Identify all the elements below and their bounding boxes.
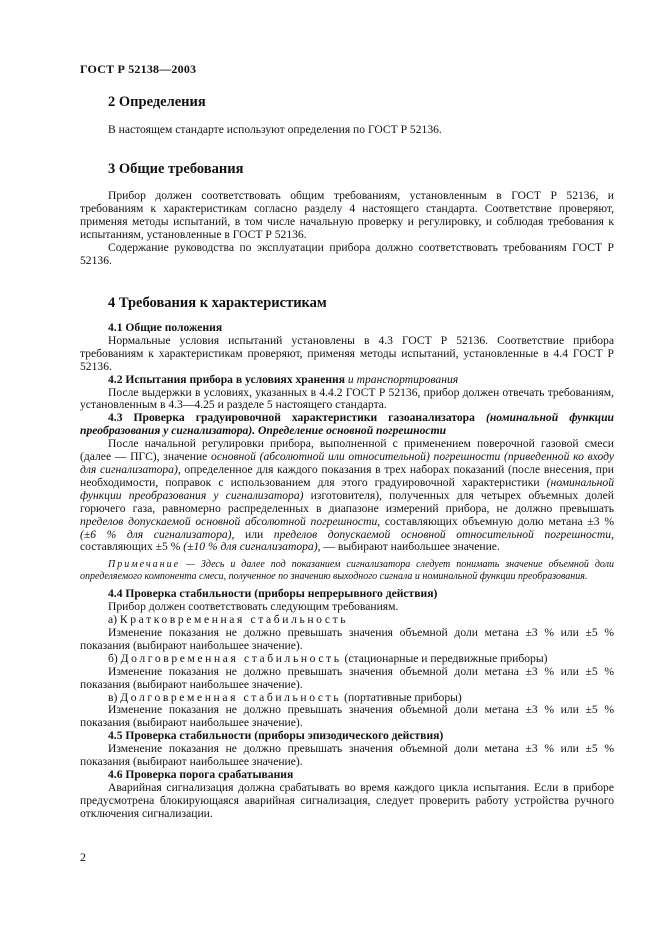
paragraph: Изменение показания не должно превышать значения объемной доли метана ±3 % или ±5 % показания (выбирают наибольшее значение). <box>80 664 614 691</box>
subsection-4-5-title: 4.5 Проверка стабильности (приборы эпизодического действия) <box>108 729 444 743</box>
paragraph: Содержание руководства по эксплуатации прибора должно соответствовать требованиям ГОСТ Р 52136. <box>80 240 614 267</box>
paragraph: Изменение показания не должно превышать значения объемной доли метана ±3 % или ±5 % показания (выбирают наибольшее значение). <box>80 703 614 730</box>
page-number: 2 <box>80 850 86 864</box>
section-4-title: 4 Требования к характеристикам <box>108 295 327 311</box>
paragraph: Изменение показания не должно превышать значения объемной доли метана ±3 % или ±5 % показания (выбирают наибольшее значение). <box>80 626 614 652</box>
section-2-title: 2 Определения <box>108 94 206 110</box>
paragraph: Прибор должен соответствовать общим требованиям, установленным в ГОСТ Р 52136, и требованиям к характеристикам согласно разделу 4 настоящего стандарта. Соответствие проверяют, применяя методы испытаний, в том числе начальную проверку и регулировку, и соблюдая требования к испытаниям, установленные в ГОСТ Р 52136. <box>80 189 614 241</box>
subsection-4-1-title: 4.1 Общие положения <box>108 321 223 334</box>
document-header: ГОСТ Р 52138—2003 <box>80 62 197 76</box>
paragraph: После выдержки в условиях, указанных в 4.4.2 ГОСТ Р 52136, прибор должен отвечать требованиям, установленным в 4.3—4.25 и разделе 5 настоящего стандарта. <box>80 385 614 412</box>
section-4-body <box>80 322 614 821</box>
paragraph: Нормальные условия испытаний установлены в 4.3 ГОСТ Р 52136. Соответствие прибора требованиям к характеристикам проверяют, применяя методы испытаний, установленные в 4.4 ГОСТ Р 52136. <box>80 333 614 373</box>
section-2-body <box>80 124 614 137</box>
paragraph: Прибор должен соответствовать следующим требованиям. <box>108 600 399 614</box>
subsection-4-6-title: 4.6 Проверка порога срабатывания <box>108 768 294 781</box>
subsection-4-4-title: 4.4 Проверка стабильности (приборы непрерывного действия) <box>108 587 438 601</box>
list-item-a: а) Кратковременная стабильность <box>108 613 349 627</box>
note: Примечание — Здесь и далее под показанием сигнализатора следует понимать значение объемной доли определяемого компонента смеси, полученное по значению выходного сигнала и номинальной функции преобразования. <box>80 559 614 583</box>
subsection-4-2-title: 4.2 Испытания прибора в условиях хранения и транспортирования <box>108 372 459 386</box>
paragraph: После начальной регулировки прибора, выполненной с применением поверочной газовой смеси (далее — ПГС), значение основной (абсолютной или относительной) погрешности (приведенной ко входу для сигнализатора), определенное для каждого показания в трех наборах показаний (после внесения, при необходимости, поправок с использованием для этого градуировочной характеристики (номинальной функции преобразования у сигнализатора) изготовителя), полученных для четырех объемных долей горючего газа, равномерно распределенных в диапазоне измерений прибора, не должно превышать пределов допускаемой основной абсолютной погрешности, составляющих объемную долю метана ±3 % (±6 % для сигнализатора), или пределов допускаемой основной относительной погрешности, составляющих ±5 % (±10 % для сигнализатора), — выбирают наибольшее значение. <box>80 437 614 554</box>
list-item-b: б) Долговременная стабильность (стационарные и передвижные приборы) <box>108 651 548 665</box>
subsection-4-3-title: 4.3 Проверка градуировочной характеристики газоанализатора (номинальной функции преобразования у сигнализатора). Определение основной погрешности <box>80 411 614 438</box>
section-3-title: 3 Общие требования <box>108 161 244 177</box>
paragraph: В настоящем стандарте используют определения по ГОСТ Р 52136. <box>108 123 442 136</box>
paragraph: Аварийная сигнализация должна срабатывать во время каждого цикла испытания. Если в приборе предусмотрена блокирующаяся аварийная сигнализация, следует проверить работу устройства ручного отключения сигнализации. <box>80 780 614 820</box>
list-item-c: в) Долговременная стабильность (портативные приборы) <box>108 690 462 704</box>
section-3-body <box>80 190 614 267</box>
paragraph: Изменение показания не должно превышать значения объемной доли метана ±3 % или ±5 % показания (выбирают наибольшее значение). <box>80 742 614 769</box>
